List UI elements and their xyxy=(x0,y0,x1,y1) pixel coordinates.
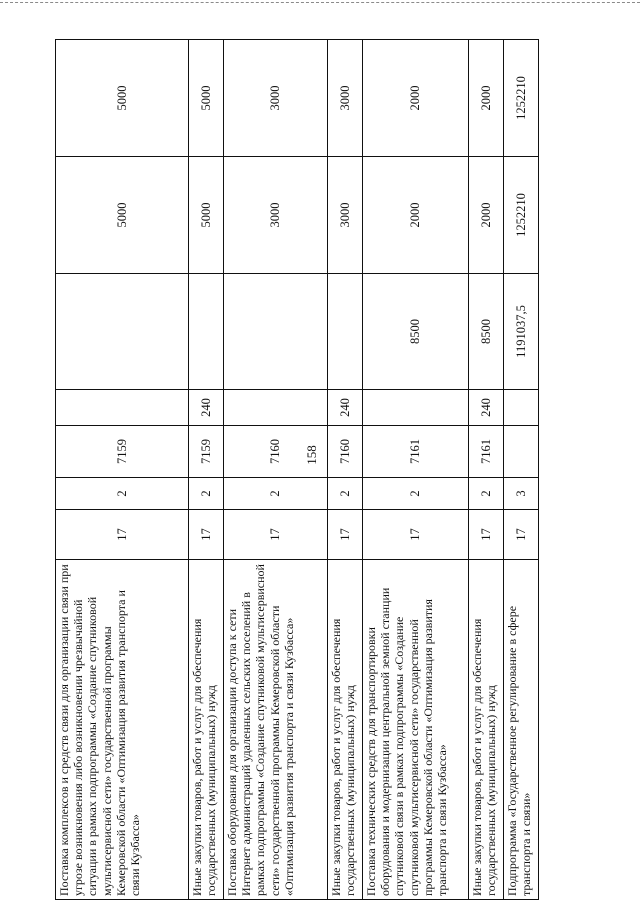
amount-year-3: 5000 xyxy=(189,40,224,157)
row-description: Иные закупки товаров, работ и услуг для обеспечения государственных (муниципальных) нужд xyxy=(189,560,224,900)
amount-year-2: 5000 xyxy=(189,157,224,274)
section-code: 2 xyxy=(363,478,469,510)
section-code: 2 xyxy=(328,478,363,510)
amount-year-1: 1191037,5 xyxy=(504,274,539,390)
ministry-code: 17 xyxy=(504,510,539,560)
amount-year-2: 3000 xyxy=(224,157,328,274)
expense-type-code xyxy=(56,390,189,426)
top-cut-line xyxy=(0,2,640,3)
row-description: Поставка оборудования для организации доступа к сети Интернет администраций удаленных сельских поселений в рамках подпрограммы «Создание спутниковой мультисервисной сети» государственной программы Кемеровской области «Оптимизация развития транспорта и связи Кузбасса» xyxy=(224,560,328,900)
expense-type-code: 240 xyxy=(189,390,224,426)
amount-year-3: 1252210 xyxy=(504,40,539,157)
table-row xyxy=(328,40,363,900)
section-code: 3 xyxy=(504,478,539,510)
section-code: 2 xyxy=(224,478,328,510)
table-row xyxy=(504,40,539,900)
expense-type-code xyxy=(363,390,469,426)
expense-type-code: 240 xyxy=(328,390,363,426)
ministry-code: 17 xyxy=(328,510,363,560)
section-code: 2 xyxy=(56,478,189,510)
ministry-code: 17 xyxy=(189,510,224,560)
ministry-code: 17 xyxy=(56,510,189,560)
amount-year-3: 2000 xyxy=(363,40,469,157)
item-code: 7161 xyxy=(469,426,504,478)
table-row xyxy=(56,40,189,900)
item-code: 7160 xyxy=(328,426,363,478)
budget-table xyxy=(55,39,539,900)
amount-year-3: 3000 xyxy=(328,40,363,157)
amount-year-1: 8500 xyxy=(363,274,469,390)
expense-type-code: 240 xyxy=(469,390,504,426)
expense-type-code xyxy=(504,390,539,426)
rotated-table-container xyxy=(55,40,534,900)
amount-year-3: 5000 xyxy=(56,40,189,157)
amount-year-2: 3000 xyxy=(328,157,363,274)
amount-year-1 xyxy=(56,274,189,390)
table-row xyxy=(189,40,224,900)
row-description: Подпрограмма «Государственное регулирование в сфере транспорта и связи» xyxy=(504,560,539,900)
amount-year-3: 2000 xyxy=(469,40,504,157)
item-code: 7159 xyxy=(189,426,224,478)
table-row xyxy=(363,40,469,900)
table-rotation-frame xyxy=(55,40,534,900)
amount-year-1 xyxy=(328,274,363,390)
item-code: 7161 xyxy=(363,426,469,478)
ministry-code: 17 xyxy=(363,510,469,560)
amount-year-1 xyxy=(224,274,328,390)
section-code: 2 xyxy=(189,478,224,510)
row-description: Поставка технических средств для транспортировки оборудования и модернизации центральной земной станции спутниковой связи в рамках подпрограммы «Создание спутниковой мультисервисной сети» государственной программы Кемеровской области «Оптимизация развития транспорта и связи Кузбасса» xyxy=(363,560,469,900)
amount-year-2: 1252210 xyxy=(504,157,539,274)
amount-year-2: 5000 xyxy=(56,157,189,274)
table-row xyxy=(224,40,328,900)
amount-year-2: 2000 xyxy=(469,157,504,274)
ministry-code: 17 xyxy=(224,510,328,560)
item-code: 7159 xyxy=(56,426,189,478)
table-row xyxy=(469,40,504,900)
row-description: Иные закупки товаров, работ и услуг для обеспечения государственных (муниципальных) нужд xyxy=(328,560,363,900)
row-description: Иные закупки товаров, работ и услуг для обеспечения государственных (муниципальных) нужд xyxy=(469,560,504,900)
expense-type-code xyxy=(224,390,328,426)
section-code: 2 xyxy=(469,478,504,510)
item-code: 7160 xyxy=(224,426,328,478)
amount-year-1: 8500 xyxy=(469,274,504,390)
amount-year-2: 2000 xyxy=(363,157,469,274)
item-code xyxy=(504,426,539,478)
amount-year-1 xyxy=(189,274,224,390)
page-number: 158 xyxy=(304,445,319,465)
amount-year-3: 3000 xyxy=(224,40,328,157)
ministry-code: 17 xyxy=(469,510,504,560)
row-description: Поставка комплексов и средств связи для организации связи при угрозе возникновения либо возникновении чрезвычайной ситуации в рамках подпрограммы «Создание спутниковой мультисервисной сети» государственной программы Кемеровской области «Оптимизация развития транспорта и связи Кузбасса» xyxy=(56,560,189,900)
